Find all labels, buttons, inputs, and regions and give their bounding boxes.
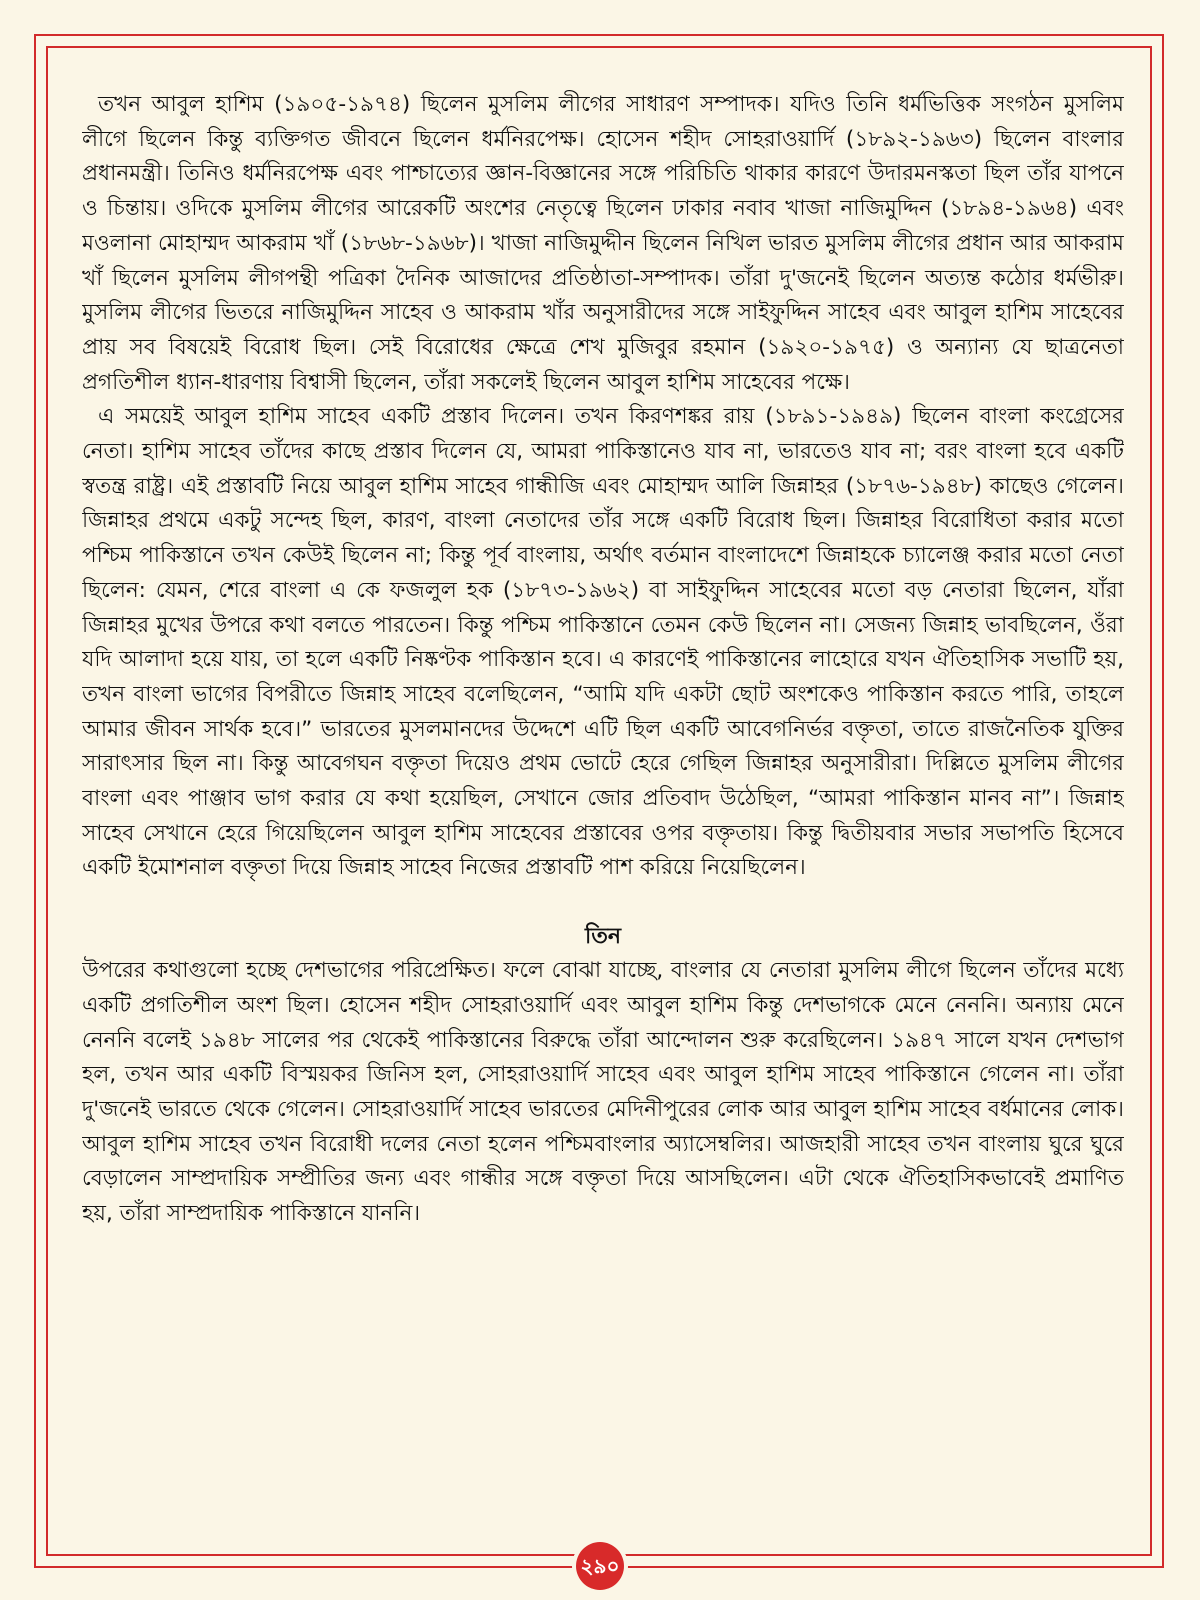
section-heading: তিন — [585, 924, 621, 950]
section-spacer — [82, 886, 1124, 920]
body-paragraph-1: তখন আবুল হাশিম (১৯০৫-১৯৭৪) ছিলেন মুসলিম লীগের সাধারণ সম্পাদক। যদিও তিনি ধর্মভিত্তিক সংগঠন মুসলিম লীগে ছিলেন কিন্তু ব্যক্তিগত জীবনে ছিলেন ধর্মনিরপেক্ষ। হোসেন শহীদ সোহরাওয়ার্দি (১৮৯২-১৯৬৩) ছিলেন বাংলার প্রধানমন্ত্রী। তিনিও ধর্মনিরপেক্ষ এবং পাশ্চাত্যের জ্ঞান-বিজ্ঞানের সঙ্গে পরিচিতি থাকার কারণে উদারমনস্কতা ছিল তাঁর যাপনে ও চিন্তায়। ওদিকে মুসলিম লীগের আরেকটি অংশের নেতৃত্বে ছিলেন ঢাকার নবাব খাজা নাজিমুদ্দিন (১৮৯৪-১৯৬৪) এবং মওলানা মোহাম্মদ আকরাম খাঁ (১৮৬৮-১৯৬৮)। খাজা নাজিমুদ্দীন ছিলেন নিখিল ভারত মুসলিম লীগের প্রধান আর আকরাম খাঁ ছিলেন মুসলিম লীগপন্থী পত্রিকা দৈনিক আজাদের প্রতিষ্ঠাতা-সম্পাদক। তাঁরা দু'জনেই ছিলেন অত্যন্ত কঠোর ধর্মভীরু। মুসলিম লীগের ভিতরে নাজিমুদ্দিন সাহেব ও আকরাম খাঁর অনুসারীদের সঙ্গে সাইফুদ্দিন সাহেব এবং আবুল হাশিম সাহেবের প্রায় সব বিষয়েই বিরোধ ছিল। সেই বিরোধের ক্ষেত্রে শেখ মুজিবুর রহমান (১৯২০-১৯৭৫) ও অন্যান্য যে ছাত্রনেতা প্রগতিশীল ধ্যান-ধারণায় বিশ্বাসী ছিলেন, তাঁরা সকলেই ছিলেন আবুল হাশিম সাহেবের পক্ষে। — [82, 92, 1124, 395]
section-paragraph: উপরের কথাগুলো হচ্ছে দেশভাগের পরিপ্রেক্ষিত। ফলে বোঝা যাচ্ছে, বাংলার যে নেতারা মুসলিম লীগে ছিলেন তাঁদের মধ্যে একটি প্রগতিশীল অংশ ছিল। হোসেন শহীদ সোহরাওয়ার্দি এবং আবুল হাশিম কিন্তু দেশভাগকে মেনে নেননি। অন্যায় মেনে নেননি বলেই ১৯৪৮ সালের পর থেকেই পাকিস্তানের বিরুদ্ধে তাঁরা আন্দোলন শুরু করেছিলেন। ১৯৪৭ সালে যখন দেশভাগ হল, তখন আর একটি বিস্ময়কর জিনিস হল, সোহরাওয়ার্দি সাহেব এবং আবুল হাশিম সাহেব পাকিস্তানে গেলেন না। তাঁরা দু'জনেই ভারতে থেকে গেলেন। সোহরাওয়ার্দি সাহেব ভারতের মেদিনীপুরের লোক আর আবুল হাশিম সাহেব বর্ধমানের লোক। আবুল হাশিম সাহেব তখন বিরোধী দলের নেতা হলেন পশ্চিমবাংলার অ্যাসেম্বলির। আজহারী সাহেব তখন বাংলায় ঘুরে ঘুরে বেড়ালেন সাম্প্রদায়িক সম্প্রীতির জন্য এবং গান্ধীর সঙ্গে বক্তৃতা দিয়ে আসছিলেন। এটা থেকে ঐতিহাসিকভাবেই প্রমাণিত হয়, তাঁরা সাম্প্রদায়িক পাকিস্তানে যাননি। — [82, 958, 1124, 1227]
body-paragraph-2: এ সময়েই আবুল হাশিম সাহেব একটি প্রস্তাব দিলেন। তখন কিরণশঙ্কর রায় (১৮৯১-১৯৪৯) ছিলেন বাংলা কংগ্রেসের নেতা। হাশিম সাহেব তাঁদের কাছে প্রস্তাব দিলেন যে, আমরা পাকিস্তানেও যাব না, ভারতেও যাব না; বরং বাংলা হবে একটি স্বতন্ত্র রাষ্ট্র। এই প্রস্তাবটি নিয়ে আবুল হাশিম সাহেব গান্ধীজি এবং মোহাম্মদ আলি জিন্নাহর (১৮৭৬-১৯৪৮) কাছেও গেলেন। জিন্নাহর প্রথমে একটু সন্দেহ ছিল, কারণ, বাংলা নেতাদের তাঁর সঙ্গে একটি বিরোধ ছিল। জিন্নাহর বিরোধিতা করার মতো পশ্চিম পাকিস্তানে তখন কেউই ছিলেন না; কিন্তু পূর্ব বাংলায়, অর্থাৎ বর্তমান বাংলাদেশে জিন্নাহকে চ্যালেঞ্জ করার মতো নেতা ছিলেন: যেমন, শেরে বাংলা এ কে ফজলুল হক (১৮৭৩-১৯৬২) বা সাইফুদ্দিন সাহেবের মতো বড় নেতারা ছিলেন, যাঁরা জিন্নাহর মুখের উপরে কথা বলতে পারতেন। কিন্তু পশ্চিম পাকিস্তানে তেমন কেউ ছিলেন না। সেজন্য জিন্নাহ ভাবছিলেন, ওঁরা যদি আলাদা হয়ে যায়, তা হলে একটি নিষ্কণ্টক পাকিস্তান হবে। এ কারণেই পাকিস্তানের লাহোরে যখন ঐতিহাসিক সভাটি হয়, তখন বাংলা ভাগের বিপরীতে জিন্নাহ সাহেব বলেছিলেন, “আমি যদি একটা ছোট অংশকেও পাকিস্তান করতে পারি, তাহলে আমার জীবন সার্থক হবে।” ভারতের মুসলমানদের উদ্দেশে এটি ছিল একটি আবেগনির্ভর বক্তৃতা, তাতে রাজনৈতিক যুক্তির সারাৎসার ছিল না। কিন্তু আবেগঘন বক্তৃতা দিয়েও প্রথম ভোটে হেরে গেছিল জিন্নাহর অনুসারীরা। দিল্লিতে মুসলিম লীগের বাংলা এবং পাঞ্জাব ভাগ করার যে কথা হয়েছিল, সেখানে জোর প্রতিবাদ উঠেছিল, “আমরা পাকিস্তান মানব না”। জিন্নাহ সাহেব সেখানে হেরে গিয়েছিলেন আবুল হাশিম সাহেবের প্রস্তাবের ওপর বক্তৃতায়। কিন্তু দ্বিতীয়বার সভার সভাপতি হিসেবে একটি ইমোশনাল বক্তৃতা দিয়ে জিন্নাহ সাহেব নিজের প্রস্তাবটি পাশ করিয়ে নিয়েছিলেন। — [82, 404, 1124, 881]
page-number-badge: ২৯০ — [576, 1542, 624, 1590]
page-content — [82, 88, 1124, 1508]
